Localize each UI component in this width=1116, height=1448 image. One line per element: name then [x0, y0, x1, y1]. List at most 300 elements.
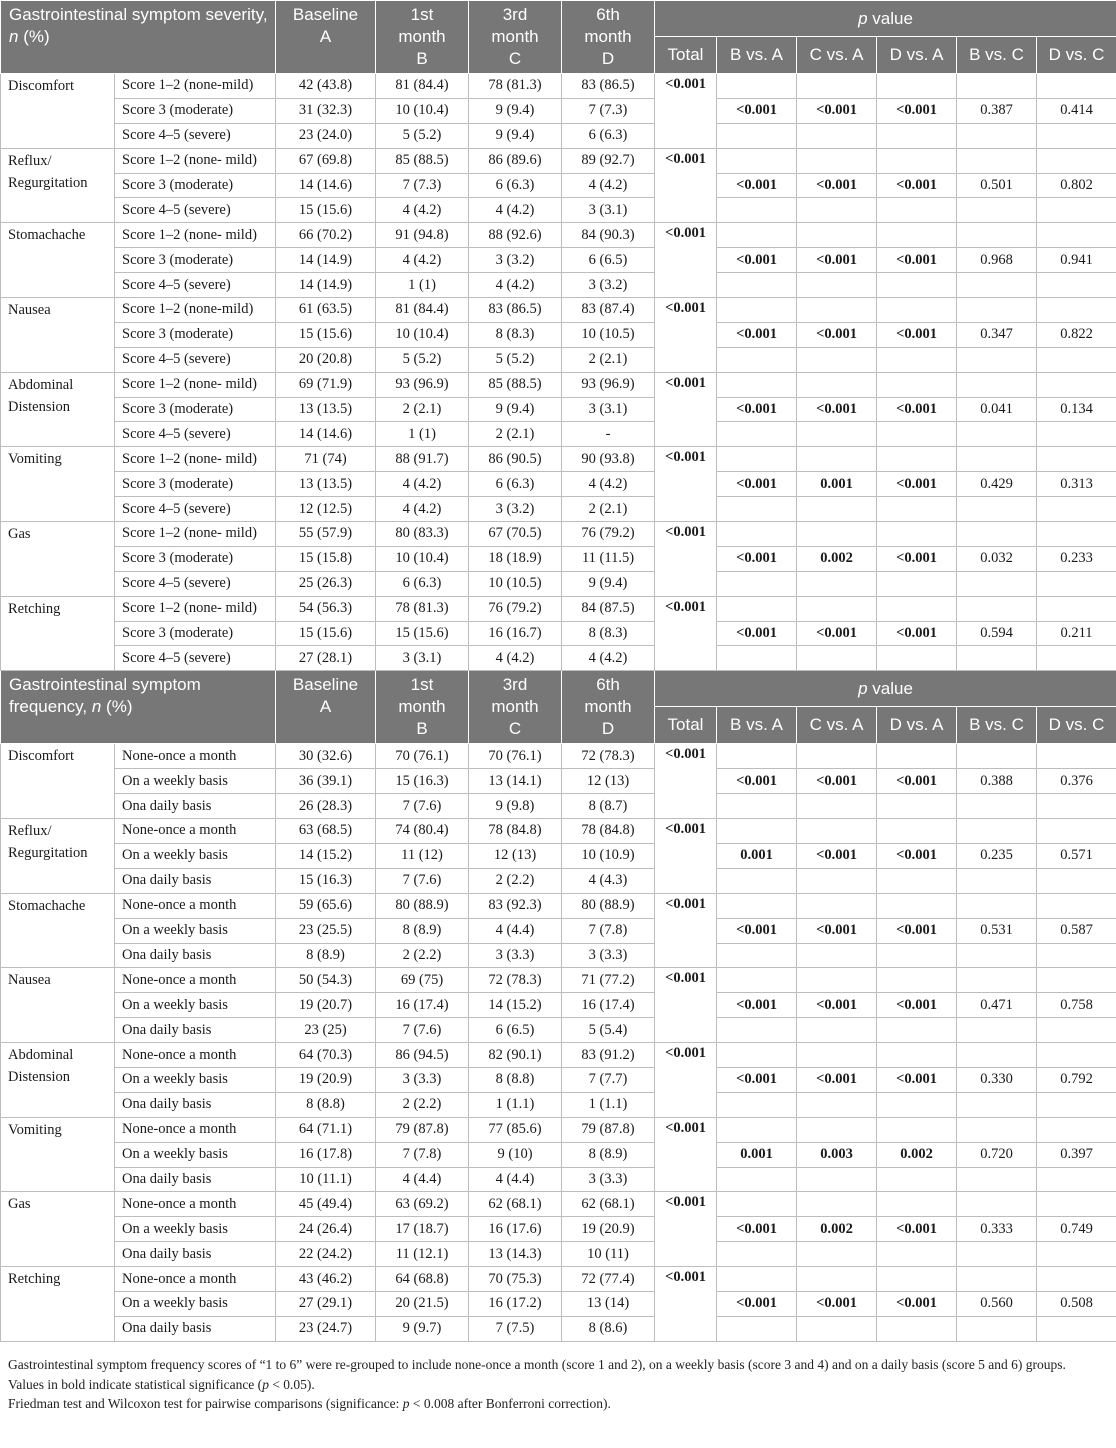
- pairwise-pvalue: 0.001: [717, 1142, 797, 1167]
- value-cell-c: 6 (6.5): [469, 1018, 562, 1043]
- pairwise-pvalue: <0.001: [877, 546, 957, 571]
- pvalue-label: value: [867, 678, 913, 698]
- footnote-bold-p: p: [262, 1376, 269, 1392]
- level-label: Score 4–5 (severe): [115, 497, 276, 522]
- empty-cell: [877, 123, 957, 148]
- value-cell-d: 62 (68.1): [562, 1192, 655, 1217]
- value-cell-b: 4 (4.2): [376, 248, 469, 273]
- pairwise-pvalue: <0.001: [877, 98, 957, 123]
- empty-cell: [1037, 646, 1116, 671]
- value-cell-c: 6 (6.3): [469, 472, 562, 497]
- empty-cell: [797, 74, 877, 99]
- pairwise-pvalue: 0.792: [1037, 1067, 1116, 1092]
- value-cell-d: 7 (7.3): [562, 98, 655, 123]
- value-cell-d: 76 (79.2): [562, 522, 655, 547]
- empty-cell: [717, 596, 797, 621]
- symptom-name: Stomachache: [1, 893, 115, 968]
- empty-cell: [717, 148, 797, 173]
- empty-cell: [1037, 372, 1116, 397]
- value-cell-b: 6 (6.3): [376, 571, 469, 596]
- empty-cell: [877, 943, 957, 968]
- column-header-line: month: [491, 27, 539, 46]
- value-cell-b: 81 (84.4): [376, 298, 469, 323]
- pvalue-col-header: D vs. A: [877, 37, 957, 74]
- level-label: None-once a month: [115, 1043, 276, 1068]
- table-row: [1, 993, 1116, 1018]
- value-cell-a: 15 (15.8): [276, 546, 376, 571]
- pairwise-pvalue: 0.587: [1037, 918, 1116, 943]
- pairwise-pvalue: <0.001: [797, 173, 877, 198]
- total-pvalue: <0.001: [655, 1043, 717, 1118]
- pvalue-header: [655, 1, 1116, 37]
- value-cell-b: 7 (7.6): [376, 868, 469, 893]
- empty-cell: [1037, 1043, 1116, 1068]
- value-cell-c: 78 (84.8): [469, 819, 562, 844]
- empty-cell: [957, 1242, 1037, 1267]
- empty-cell: [877, 148, 957, 173]
- empty-cell: [957, 1192, 1037, 1217]
- empty-cell: [877, 1043, 957, 1068]
- empty-cell: [717, 794, 797, 819]
- total-pvalue: <0.001: [655, 148, 717, 223]
- empty-cell: [877, 1316, 957, 1341]
- pairwise-pvalue: <0.001: [717, 621, 797, 646]
- pairwise-pvalue: <0.001: [797, 248, 877, 273]
- empty-cell: [957, 596, 1037, 621]
- empty-cell: [797, 1192, 877, 1217]
- pairwise-pvalue: 0.001: [797, 472, 877, 497]
- value-cell-d: 72 (77.4): [562, 1267, 655, 1292]
- value-cell-c: 4 (4.2): [469, 198, 562, 223]
- pairwise-pvalue: <0.001: [717, 1067, 797, 1092]
- table-row: [1, 868, 1116, 893]
- value-cell-a: 20 (20.8): [276, 347, 376, 372]
- table-row: [1, 1267, 1116, 1292]
- empty-cell: [717, 893, 797, 918]
- empty-cell: [877, 223, 957, 248]
- pairwise-pvalue: 0.388: [957, 769, 1037, 794]
- value-cell-b: 7 (7.6): [376, 1018, 469, 1043]
- value-cell-d: 5 (5.4): [562, 1018, 655, 1043]
- value-cell-d: 2 (2.1): [562, 347, 655, 372]
- value-cell-c: 82 (90.1): [469, 1043, 562, 1068]
- empty-cell: [1037, 522, 1116, 547]
- table-row: [1, 1167, 1116, 1192]
- table-row: [1, 1142, 1116, 1167]
- value-cell-c: 3 (3.2): [469, 248, 562, 273]
- value-cell-b: 15 (15.6): [376, 621, 469, 646]
- value-cell-d: 8 (8.6): [562, 1316, 655, 1341]
- value-cell-a: 14 (15.2): [276, 843, 376, 868]
- value-cell-c: 10 (10.5): [469, 571, 562, 596]
- value-cell-b: 85 (88.5): [376, 148, 469, 173]
- pairwise-pvalue: <0.001: [877, 472, 957, 497]
- pairwise-pvalue: 0.134: [1037, 397, 1116, 422]
- empty-cell: [957, 1043, 1037, 1068]
- value-cell-d: 7 (7.8): [562, 918, 655, 943]
- table-row: [1, 148, 1116, 173]
- empty-cell: [717, 744, 797, 769]
- column-header-line: month: [398, 27, 446, 46]
- table-row: [1, 173, 1116, 198]
- empty-cell: [877, 1192, 957, 1217]
- empty-cell: [957, 893, 1037, 918]
- empty-cell: [957, 522, 1037, 547]
- column-header-line: month: [398, 697, 446, 717]
- value-cell-b: 3 (3.3): [376, 1067, 469, 1092]
- level-label: Ona daily basis: [115, 794, 276, 819]
- empty-cell: [957, 968, 1037, 993]
- empty-cell: [1037, 794, 1116, 819]
- value-cell-b: 63 (69.2): [376, 1192, 469, 1217]
- empty-cell: [717, 74, 797, 99]
- level-label: Ona daily basis: [115, 868, 276, 893]
- table-row: [1, 273, 1116, 298]
- empty-cell: [1037, 74, 1116, 99]
- value-cell-d: 4 (4.2): [562, 173, 655, 198]
- symptom-name: Retching: [1, 1267, 115, 1342]
- symptom-name: Reflux/ Regurgitation: [1, 819, 115, 894]
- pairwise-pvalue: 0.429: [957, 472, 1037, 497]
- empty-cell: [1037, 596, 1116, 621]
- pairwise-pvalue: <0.001: [877, 397, 957, 422]
- pairwise-pvalue: 0.041: [957, 397, 1037, 422]
- value-cell-a: 54 (56.3): [276, 596, 376, 621]
- empty-cell: [957, 422, 1037, 447]
- value-cell-c: 4 (4.2): [469, 646, 562, 671]
- empty-cell: [797, 819, 877, 844]
- empty-cell: [877, 744, 957, 769]
- value-cell-d: 78 (84.8): [562, 819, 655, 844]
- value-cell-a: 45 (49.4): [276, 1192, 376, 1217]
- value-cell-b: 88 (91.7): [376, 447, 469, 472]
- pairwise-pvalue: <0.001: [797, 993, 877, 1018]
- value-cell-c: 76 (79.2): [469, 596, 562, 621]
- empty-cell: [957, 273, 1037, 298]
- value-cell-d: 72 (78.3): [562, 744, 655, 769]
- column-header-d: [562, 1, 655, 74]
- pairwise-pvalue: 0.968: [957, 248, 1037, 273]
- value-cell-a: 69 (71.9): [276, 372, 376, 397]
- empty-cell: [957, 1117, 1037, 1142]
- value-cell-b: 70 (76.1): [376, 744, 469, 769]
- empty-cell: [957, 1092, 1037, 1117]
- table-row: [1, 1291, 1116, 1316]
- empty-cell: [1037, 1092, 1116, 1117]
- pairwise-pvalue: <0.001: [717, 173, 797, 198]
- symptom-name: Stomachache: [1, 223, 115, 298]
- value-cell-b: 1 (1): [376, 273, 469, 298]
- value-cell-b: 80 (88.9): [376, 893, 469, 918]
- value-cell-b: 5 (5.2): [376, 123, 469, 148]
- value-cell-d: 71 (77.2): [562, 968, 655, 993]
- value-cell-a: 23 (25.5): [276, 918, 376, 943]
- value-cell-c: 4 (4.4): [469, 918, 562, 943]
- level-label: Score 3 (moderate): [115, 546, 276, 571]
- empty-cell: [797, 372, 877, 397]
- value-cell-b: 11 (12): [376, 843, 469, 868]
- value-cell-d: 4 (4.2): [562, 472, 655, 497]
- value-cell-a: 13 (13.5): [276, 397, 376, 422]
- total-pvalue: <0.001: [655, 298, 717, 373]
- pairwise-pvalue: 0.330: [957, 1067, 1037, 1092]
- empty-cell: [717, 422, 797, 447]
- empty-cell: [957, 372, 1037, 397]
- header-row: [1, 1, 1116, 37]
- value-cell-a: 64 (70.3): [276, 1043, 376, 1068]
- empty-cell: [877, 347, 957, 372]
- value-cell-d: -: [562, 422, 655, 447]
- table-row: [1, 918, 1116, 943]
- table-row: [1, 1192, 1116, 1217]
- empty-cell: [957, 298, 1037, 323]
- pairwise-pvalue: <0.001: [877, 993, 957, 1018]
- empty-cell: [797, 198, 877, 223]
- empty-cell: [1037, 1192, 1116, 1217]
- empty-cell: [717, 1018, 797, 1043]
- level-label: Ona daily basis: [115, 1167, 276, 1192]
- empty-cell: [877, 596, 957, 621]
- pairwise-pvalue: <0.001: [877, 173, 957, 198]
- empty-cell: [717, 571, 797, 596]
- empty-cell: [1037, 1018, 1116, 1043]
- level-label: Score 1–2 (none- mild): [115, 447, 276, 472]
- value-cell-c: 1 (1.1): [469, 1092, 562, 1117]
- value-cell-c: 16 (17.6): [469, 1217, 562, 1242]
- empty-cell: [877, 422, 957, 447]
- pvalue-col-header: C vs. A: [797, 707, 877, 744]
- pairwise-pvalue: <0.001: [877, 322, 957, 347]
- total-pvalue: <0.001: [655, 372, 717, 447]
- table-row: [1, 843, 1116, 868]
- value-cell-a: 14 (14.9): [276, 273, 376, 298]
- value-cell-d: 8 (8.7): [562, 794, 655, 819]
- value-cell-c: 16 (16.7): [469, 621, 562, 646]
- table-row: [1, 1018, 1116, 1043]
- value-cell-c: 86 (90.5): [469, 447, 562, 472]
- table-row: [1, 819, 1116, 844]
- level-label: Score 1–2 (none- mild): [115, 223, 276, 248]
- value-cell-b: 3 (3.1): [376, 646, 469, 671]
- total-pvalue: <0.001: [655, 522, 717, 597]
- value-cell-d: 10 (11): [562, 1242, 655, 1267]
- total-pvalue: <0.001: [655, 1267, 717, 1342]
- value-cell-a: 8 (8.9): [276, 943, 376, 968]
- value-cell-d: 8 (8.9): [562, 1142, 655, 1167]
- value-cell-b: 79 (87.8): [376, 1117, 469, 1142]
- pairwise-pvalue: <0.001: [717, 322, 797, 347]
- footnote-bold-significance: [8, 1375, 1108, 1395]
- value-cell-c: 16 (17.2): [469, 1291, 562, 1316]
- value-cell-d: 83 (86.5): [562, 74, 655, 99]
- value-cell-d: 84 (90.3): [562, 223, 655, 248]
- pairwise-pvalue: 0.758: [1037, 993, 1116, 1018]
- value-cell-d: 6 (6.3): [562, 123, 655, 148]
- value-cell-b: 4 (4.2): [376, 472, 469, 497]
- level-label: On a weekly basis: [115, 918, 276, 943]
- value-cell-c: 6 (6.3): [469, 173, 562, 198]
- empty-cell: [957, 148, 1037, 173]
- pairwise-pvalue: 0.032: [957, 546, 1037, 571]
- level-label: Score 3 (moderate): [115, 621, 276, 646]
- value-cell-c: 9 (9.4): [469, 123, 562, 148]
- symptom-name: Gas: [1, 1192, 115, 1267]
- value-cell-b: 93 (96.9): [376, 372, 469, 397]
- value-cell-b: 10 (10.4): [376, 322, 469, 347]
- header-row: [1, 671, 1116, 707]
- value-cell-b: 91 (94.8): [376, 223, 469, 248]
- empty-cell: [1037, 273, 1116, 298]
- empty-cell: [1037, 148, 1116, 173]
- empty-cell: [797, 1316, 877, 1341]
- total-pvalue: <0.001: [655, 74, 717, 149]
- empty-cell: [1037, 571, 1116, 596]
- empty-cell: [957, 1316, 1037, 1341]
- table-row: [1, 447, 1116, 472]
- table-row: [1, 248, 1116, 273]
- symptom-name: Discomfort: [1, 74, 115, 149]
- empty-cell: [957, 744, 1037, 769]
- value-cell-c: 78 (81.3): [469, 74, 562, 99]
- value-cell-d: 83 (87.4): [562, 298, 655, 323]
- table-row: [1, 893, 1116, 918]
- empty-cell: [877, 298, 957, 323]
- pairwise-pvalue: <0.001: [877, 621, 957, 646]
- value-cell-c: 12 (13): [469, 843, 562, 868]
- value-cell-a: 14 (14.9): [276, 248, 376, 273]
- value-cell-d: 10 (10.9): [562, 843, 655, 868]
- value-cell-b: 10 (10.4): [376, 98, 469, 123]
- empty-cell: [797, 123, 877, 148]
- value-cell-d: 93 (96.9): [562, 372, 655, 397]
- total-pvalue: <0.001: [655, 744, 717, 819]
- empty-cell: [877, 1267, 957, 1292]
- column-header-d: [562, 671, 655, 744]
- pairwise-pvalue: 0.313: [1037, 472, 1116, 497]
- title-n: n: [9, 27, 19, 46]
- empty-cell: [717, 372, 797, 397]
- column-header-line: B: [416, 49, 428, 68]
- empty-cell: [957, 943, 1037, 968]
- pairwise-pvalue: 0.001: [717, 843, 797, 868]
- pairwise-pvalue: 0.822: [1037, 322, 1116, 347]
- value-cell-d: 4 (4.3): [562, 868, 655, 893]
- title-text: Gastrointestinal symptom frequency,: [9, 675, 201, 717]
- footnote-tests: [8, 1394, 1108, 1414]
- table-row: [1, 943, 1116, 968]
- empty-cell: [717, 273, 797, 298]
- symptom-name: Nausea: [1, 968, 115, 1043]
- level-label: On a weekly basis: [115, 993, 276, 1018]
- pvalue-label: value: [867, 8, 913, 28]
- value-cell-a: 55 (57.9): [276, 522, 376, 547]
- empty-cell: [797, 273, 877, 298]
- value-cell-a: 25 (26.3): [276, 571, 376, 596]
- pairwise-pvalue: 0.501: [957, 173, 1037, 198]
- column-header-line: month: [491, 697, 539, 717]
- table-row: [1, 1242, 1116, 1267]
- value-cell-b: 2 (2.1): [376, 397, 469, 422]
- table-row: [1, 769, 1116, 794]
- empty-cell: [797, 1018, 877, 1043]
- empty-cell: [717, 223, 797, 248]
- empty-cell: [1037, 497, 1116, 522]
- value-cell-b: 9 (9.7): [376, 1316, 469, 1341]
- column-header-line: 1st: [410, 5, 434, 24]
- level-label: Score 4–5 (severe): [115, 571, 276, 596]
- value-cell-a: 8 (8.8): [276, 1092, 376, 1117]
- symptom-name: Vomiting: [1, 1117, 115, 1192]
- value-cell-b: 69 (75): [376, 968, 469, 993]
- pairwise-pvalue: <0.001: [717, 248, 797, 273]
- pairwise-pvalue: 0.802: [1037, 173, 1116, 198]
- value-cell-a: 19 (20.9): [276, 1067, 376, 1092]
- empty-cell: [877, 893, 957, 918]
- pairwise-pvalue: 0.749: [1037, 1217, 1116, 1242]
- level-label: Score 3 (moderate): [115, 397, 276, 422]
- level-label: None-once a month: [115, 744, 276, 769]
- table-footnotes: [8, 1355, 1108, 1414]
- empty-cell: [717, 943, 797, 968]
- level-label: Ona daily basis: [115, 1018, 276, 1043]
- value-cell-a: 19 (20.7): [276, 993, 376, 1018]
- pairwise-pvalue: 0.471: [957, 993, 1037, 1018]
- pairwise-pvalue: 0.211: [1037, 621, 1116, 646]
- pairwise-pvalue: 0.387: [957, 98, 1037, 123]
- pairwise-pvalue: 0.002: [797, 1217, 877, 1242]
- footnote-regroup: Gastrointestinal symptom frequency scores of “1 to 6” were re-grouped to include none-once a month (score 1 and 2), on a weekly basis (score 3 and 4) and on a daily basis (score 5 and 6) groups.: [8, 1357, 1066, 1372]
- empty-cell: [797, 1092, 877, 1117]
- empty-cell: [717, 1242, 797, 1267]
- empty-cell: [877, 794, 957, 819]
- empty-cell: [957, 819, 1037, 844]
- pairwise-pvalue: <0.001: [877, 769, 957, 794]
- value-cell-d: 79 (87.8): [562, 1117, 655, 1142]
- pairwise-pvalue: 0.941: [1037, 248, 1116, 273]
- value-cell-b: 17 (18.7): [376, 1217, 469, 1242]
- value-cell-d: 6 (6.5): [562, 248, 655, 273]
- value-cell-a: 13 (13.5): [276, 472, 376, 497]
- pvalue-col-header: B vs. A: [717, 37, 797, 74]
- column-header-line: 3rd: [502, 5, 528, 24]
- symptom-name: Discomfort: [1, 744, 115, 819]
- pairwise-pvalue: <0.001: [877, 248, 957, 273]
- empty-cell: [797, 744, 877, 769]
- empty-cell: [957, 74, 1037, 99]
- table-row: [1, 74, 1116, 99]
- empty-cell: [877, 372, 957, 397]
- pvalue-p: p: [858, 8, 868, 28]
- value-cell-b: 10 (10.4): [376, 546, 469, 571]
- total-pvalue: <0.001: [655, 968, 717, 1043]
- table-row: [1, 794, 1116, 819]
- table-section-title: [1, 671, 276, 744]
- table-row: [1, 322, 1116, 347]
- empty-cell: [797, 596, 877, 621]
- value-cell-b: 74 (80.4): [376, 819, 469, 844]
- pairwise-pvalue: <0.001: [797, 98, 877, 123]
- value-cell-c: 70 (75.3): [469, 1267, 562, 1292]
- pairwise-pvalue: <0.001: [717, 769, 797, 794]
- value-cell-c: 62 (68.1): [469, 1192, 562, 1217]
- value-cell-a: 14 (14.6): [276, 422, 376, 447]
- value-cell-c: 8 (8.8): [469, 1067, 562, 1092]
- empty-cell: [797, 298, 877, 323]
- value-cell-b: 4 (4.4): [376, 1167, 469, 1192]
- footnote-tests-p: p: [402, 1396, 410, 1411]
- empty-cell: [797, 943, 877, 968]
- column-header-line: D: [601, 49, 615, 68]
